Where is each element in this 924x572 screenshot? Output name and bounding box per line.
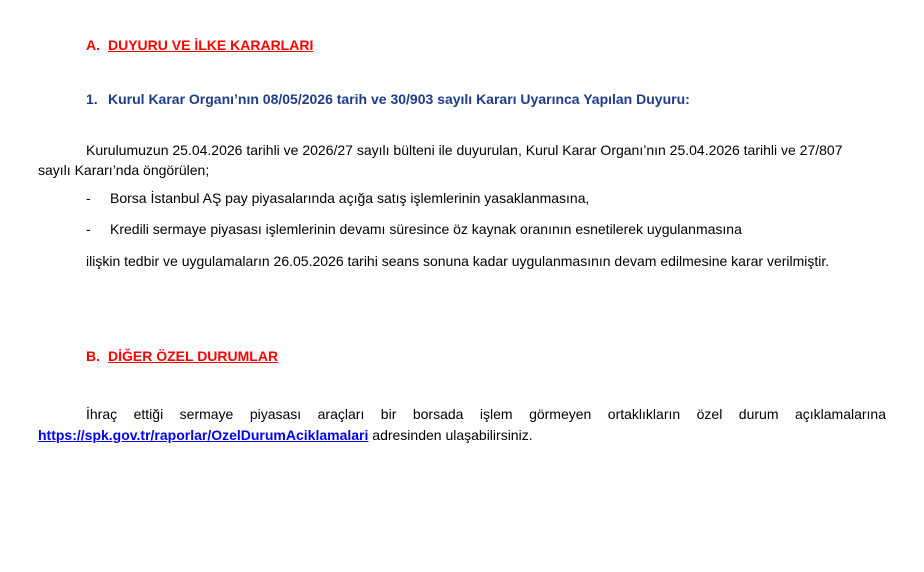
bullet-text: Kredili sermaye piyasası işlemlerinin devamı süresince öz kaynak oranının esnetilerek uygulanmasına — [110, 221, 742, 237]
paragraph-3-line-1-text: İhraç ettiği sermaye piyasası araçları bir borsada işlem görmeyen ortaklıkların özel durum açıklamalarına — [86, 406, 886, 422]
spk-ozel-durum-link[interactable]: https://spk.gov.tr/raporlar/OzelDurumAciklamalari — [38, 427, 369, 443]
bullet-item-2 — [86, 221, 742, 237]
paragraph-1-line-2: sayılı Kararı’nda öngörülen; — [38, 162, 210, 178]
section-b-letter: B. — [86, 348, 100, 364]
paragraph-1-line-1: Kurulumuzun 25.04.2026 tarihli ve 2026/27 sayılı bülteni ile duyurulan, Kurul Karar Organı’nın 25.04.2026 tarihli ve 27/807 — [86, 142, 843, 158]
section-a-letter: A. — [86, 37, 100, 53]
section-a-heading — [86, 37, 313, 53]
item-1-heading — [86, 91, 690, 107]
section-a-title: DUYURU VE İLKE KARARLARI — [108, 37, 314, 53]
item-1-title: Kurul Karar Organı’nın 08/05/2026 tarih ve 30/903 sayılı Kararı Uyarınca Yapılan Duyuru: — [108, 91, 690, 107]
bullet-text: Borsa İstanbul AŞ pay piyasalarında açığa satış işlemlerinin yasaklanmasına, — [110, 190, 590, 206]
section-b-title: DİĞER ÖZEL DURUMLAR — [108, 348, 279, 364]
paragraph-3-line-1 — [86, 404, 886, 424]
paragraph-3-after-link: adresinden ulaşabilirsiniz. — [368, 427, 533, 443]
paragraph-2: ilişkin tedbir ve uygulamaların 26.05.2026 tarihi seans sonuna kadar uygulanmasının devam edilmesine karar verilmiştir. — [86, 253, 830, 269]
bullet-dash: - — [86, 221, 91, 237]
item-1-number: 1. — [86, 91, 98, 107]
section-b-heading — [86, 348, 278, 364]
bullet-dash: - — [86, 190, 91, 206]
paragraph-3-line-2 — [38, 425, 533, 445]
bullet-item-1 — [86, 190, 589, 206]
